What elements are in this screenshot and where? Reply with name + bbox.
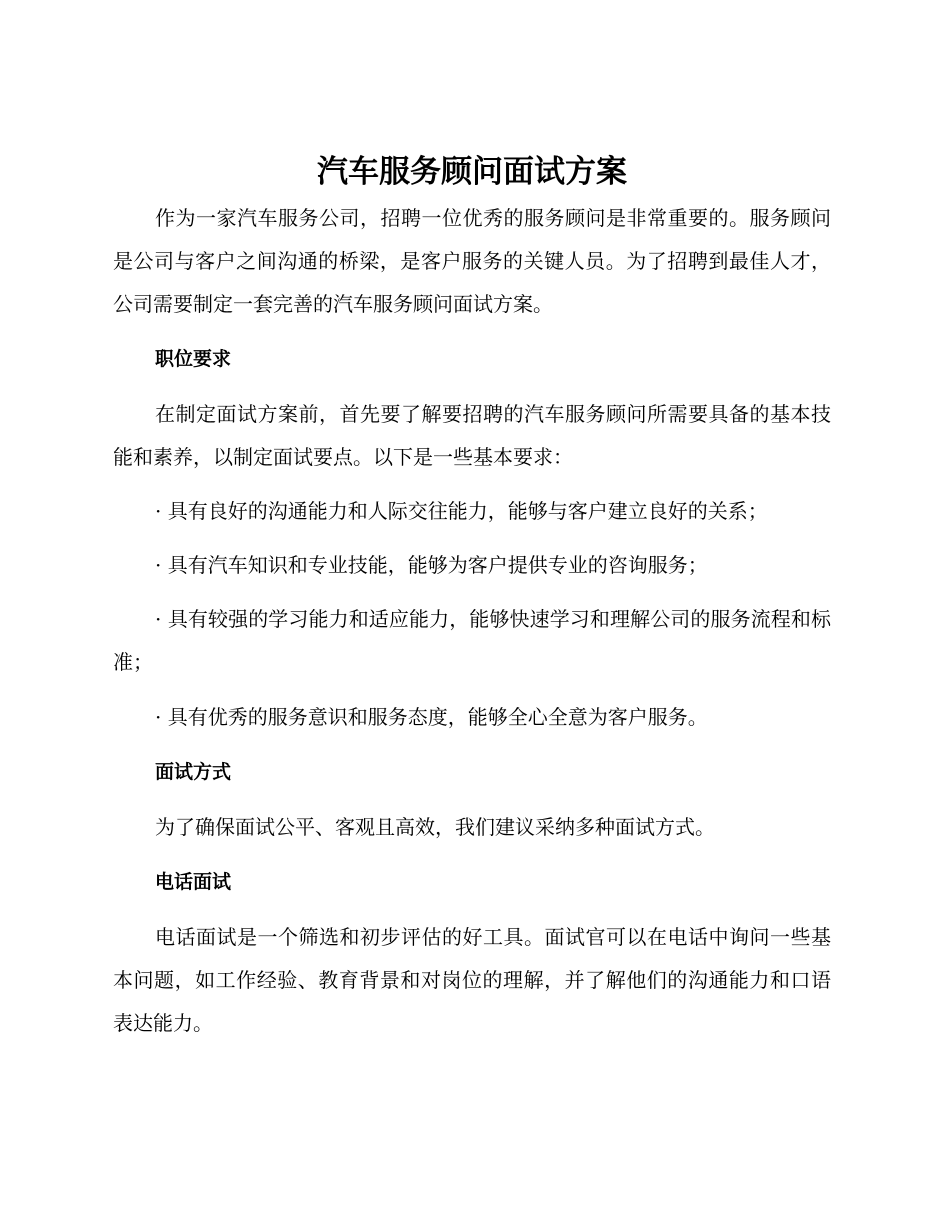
section-heading-requirements: 职位要求	[155, 348, 232, 370]
requirement-bullet-2: · 具有汽车知识和专业技能，能够为客户提供专业的咨询服务；	[155, 553, 708, 577]
phone-interview-paragraph: 电话面试是一个筛选和初步评估的好工具。面试官可以在电话中询问一些基本问题，如工作经验、教育背景和对岗位的理解，并了解他们的沟通能力和口语表达能力。	[113, 925, 831, 1035]
requirement-bullet-3: · 具有较强的学习能力和适应能力，能够快速学习和理解公司的服务流程和标准；	[113, 607, 831, 674]
methods-paragraph: 为了确保面试公平、客观且高效，我们建议采纳多种面试方式。	[155, 815, 715, 839]
requirements-paragraph: 在制定面试方案前，首先要了解要招聘的汽车服务顾问所需要具备的基本技能和素养，以制定面试要点。以下是一些基本要求：	[113, 402, 831, 469]
requirement-bullet-1: · 具有良好的沟通能力和人际交往能力，能够与客户建立良好的关系；	[155, 499, 768, 523]
document-title: 汽车服务顾问面试方案	[317, 154, 627, 190]
section-heading-phone-interview: 电话面试	[155, 871, 232, 893]
section-heading-methods: 面试方式	[155, 761, 232, 783]
requirement-bullet-4: · 具有优秀的服务意识和服务态度，能够全心全意为客户服务。	[155, 705, 708, 729]
intro-paragraph: 作为一家汽车服务公司，招聘一位优秀的服务顾问是非常重要的。服务顾问是公司与客户之间沟通的桥梁，是客户服务的关键人员。为了招聘到最佳人才，公司需要制定一套完善的汽车服务顾问面试方案。	[113, 206, 831, 316]
